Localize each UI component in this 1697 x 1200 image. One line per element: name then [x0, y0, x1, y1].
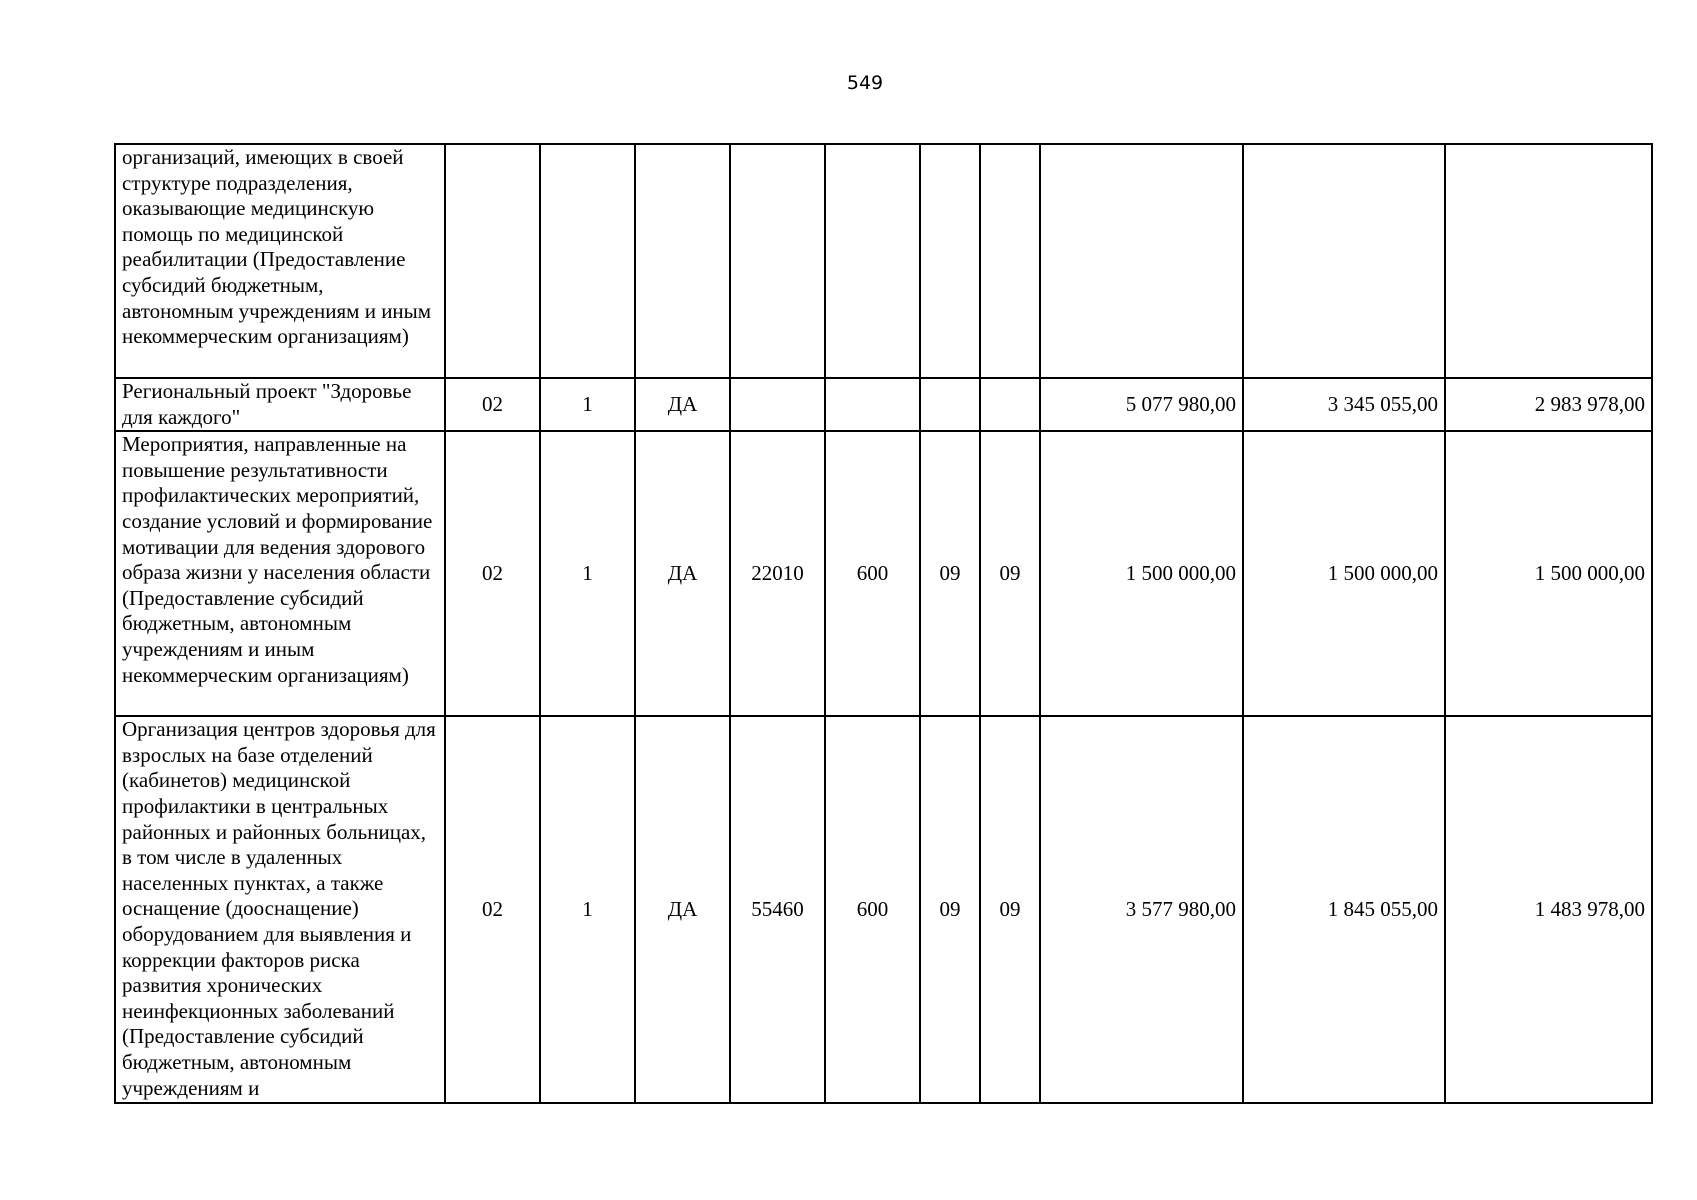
amount-year1-cell: 3 577 980,00 — [1040, 716, 1243, 1103]
subprogram-code-cell: 1 — [540, 716, 635, 1103]
subsection-cell — [980, 378, 1040, 431]
section-cell — [920, 144, 980, 378]
amount-year3-cell: 2 983 978,00 — [1445, 378, 1652, 431]
direction-code-cell: 55460 — [730, 716, 825, 1103]
program-code-cell — [445, 144, 540, 378]
amount-year2-cell — [1243, 144, 1445, 378]
subprogram-code-cell: 1 — [540, 378, 635, 431]
row-name-cell: организаций, имеющих в своей структуре подразделения, оказывающие медицинскую помощь по медицинской реабилитации (Предоставление субсидий бюджетным, автономным учреждениям и иным некоммерческим организациям) — [115, 144, 445, 378]
amount-year3-cell: 1 500 000,00 — [1445, 431, 1652, 716]
project-code-cell: ДА — [635, 431, 730, 716]
direction-code-cell: 22010 — [730, 431, 825, 716]
table-row — [115, 716, 1652, 1103]
project-code-cell — [635, 144, 730, 378]
program-code-cell: 02 — [445, 716, 540, 1103]
expense-type-cell — [825, 378, 920, 431]
subsection-cell: 09 — [980, 716, 1040, 1103]
amount-year3-cell — [1445, 144, 1652, 378]
table-row — [115, 378, 1652, 431]
amount-year3-cell: 1 483 978,00 — [1445, 716, 1652, 1103]
amount-year1-cell — [1040, 144, 1243, 378]
expense-type-cell — [825, 144, 920, 378]
amount-year2-cell: 1 500 000,00 — [1243, 431, 1445, 716]
expense-type-cell: 600 — [825, 716, 920, 1103]
row-name-cell: Региональный проект "Здоровье для каждого" — [115, 378, 445, 431]
project-code-cell: ДА — [635, 378, 730, 431]
subsection-cell: 09 — [980, 431, 1040, 716]
amount-year2-cell: 1 845 055,00 — [1243, 716, 1445, 1103]
budget-table — [114, 143, 1653, 1104]
subprogram-code-cell — [540, 144, 635, 378]
direction-code-cell — [730, 144, 825, 378]
amount-year2-cell: 3 345 055,00 — [1243, 378, 1445, 431]
subsection-cell — [980, 144, 1040, 378]
subprogram-code-cell: 1 — [540, 431, 635, 716]
direction-code-cell — [730, 378, 825, 431]
section-cell: 09 — [920, 431, 980, 716]
page-number: 549 — [846, 72, 884, 94]
amount-year1-cell: 5 077 980,00 — [1040, 378, 1243, 431]
section-cell — [920, 378, 980, 431]
amount-year1-cell: 1 500 000,00 — [1040, 431, 1243, 716]
table-row — [115, 144, 1652, 378]
program-code-cell: 02 — [445, 431, 540, 716]
expense-type-cell: 600 — [825, 431, 920, 716]
row-name-cell: Организация центров здоровья для взрослых на базе отделений (кабинетов) медицинской профилактики в центральных районных и районных больницах, в том числе в удаленных населенных пунктах, а также оснащение (дооснащение) оборудованием для выявления и коррекции факторов риска развития хронических неинфекционных заболеваний (Предоставление субсидий бюджетным, автономным учреждениям и — [115, 716, 445, 1103]
row-name-cell: Мероприятия, направленные на повышение результативности профилактических мероприятий, создание условий и формирование мотивации для ведения здорового образа жизни у населения области (Предоставление субсидий бюджетным, автономным учреждениям и иным некоммерческим организациям) — [115, 431, 445, 716]
project-code-cell: ДА — [635, 716, 730, 1103]
table-row — [115, 431, 1652, 716]
section-cell: 09 — [920, 716, 980, 1103]
program-code-cell: 02 — [445, 378, 540, 431]
